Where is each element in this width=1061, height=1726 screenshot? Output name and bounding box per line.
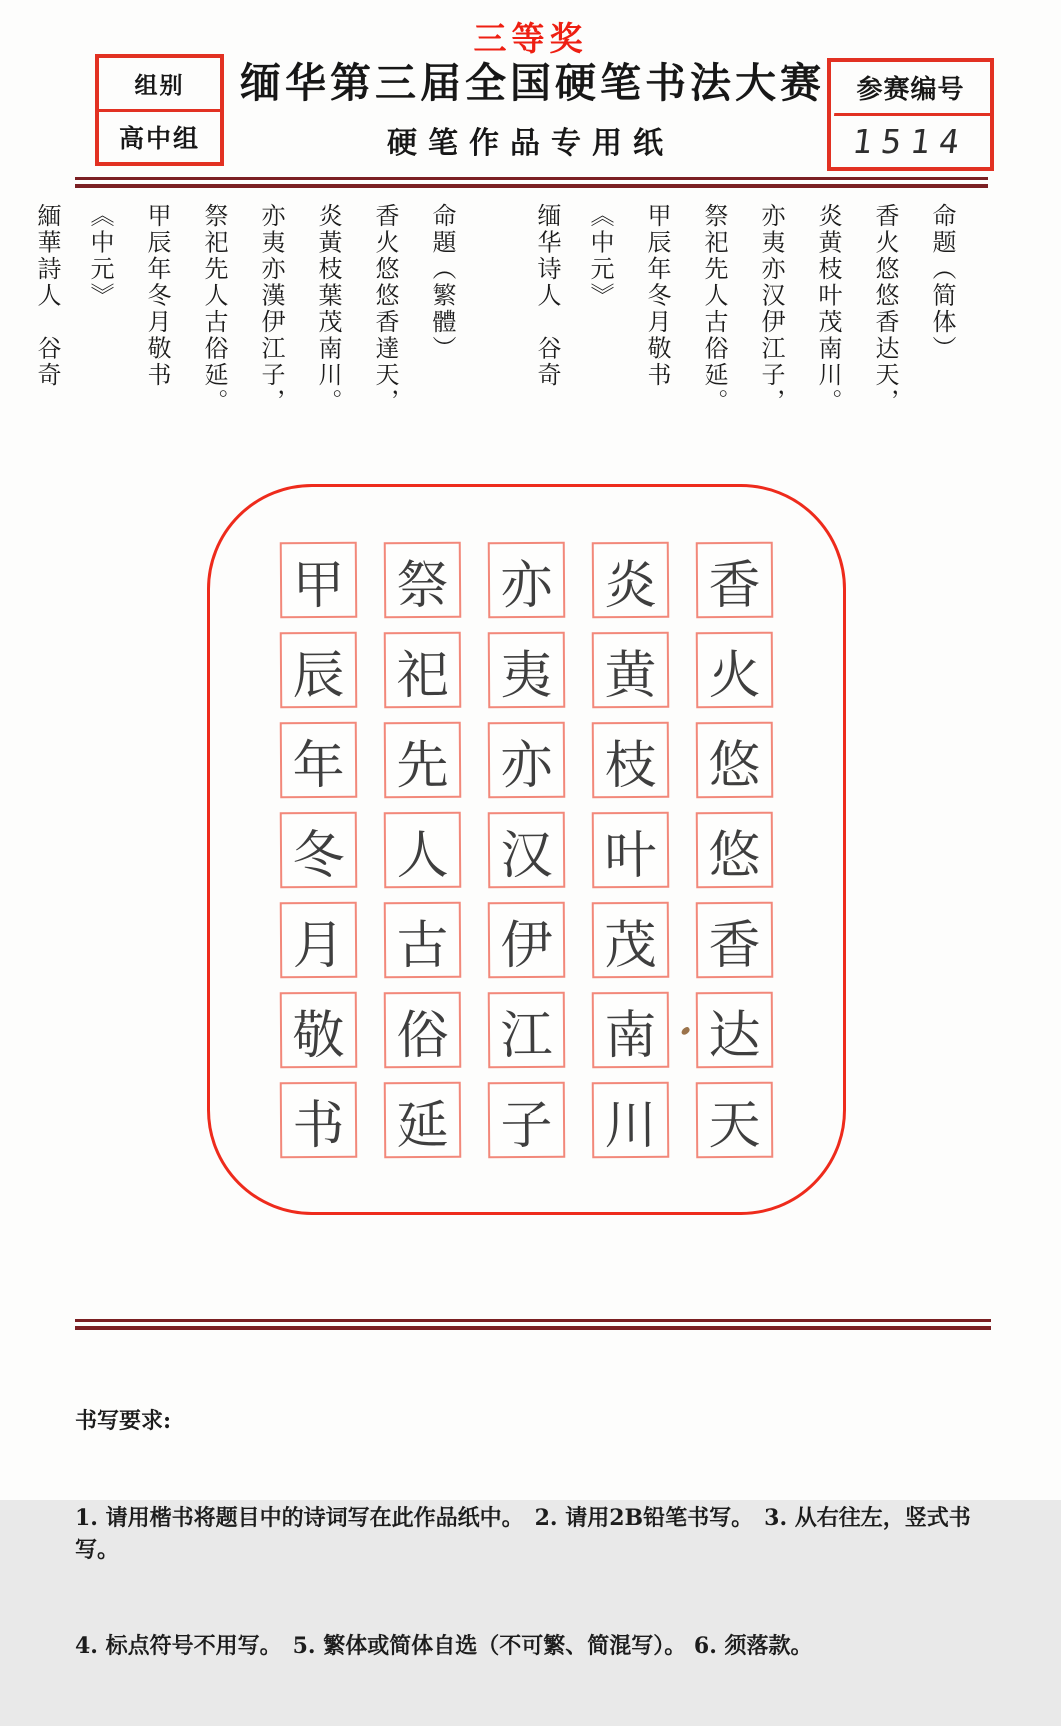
- work-grid-column: [280, 542, 357, 1158]
- handwritten-character-cell: 悠: [696, 812, 774, 889]
- handwritten-character-cell: 火: [696, 632, 774, 709]
- handwritten-character-cell: 枝: [592, 722, 670, 799]
- poem-line-3-traditional: 亦夷亦漢伊江子，: [257, 203, 285, 415]
- handwritten-character-cell: 冬: [280, 812, 358, 889]
- requirements-heading: 书写要求:: [75, 1408, 172, 1434]
- handwritten-character-cell: 伊: [488, 902, 566, 979]
- sheet-subtitle: 硬笔作品专用纸: [387, 126, 674, 161]
- handwritten-character-cell: 俗: [384, 992, 462, 1069]
- handwritten-character-cell: 子: [488, 1082, 566, 1159]
- handwritten-character-cell: 南: [592, 992, 670, 1069]
- handwritten-character-cell: 甲: [280, 542, 358, 619]
- inscription-traditional: [8, 203, 460, 448]
- inscription-simplified: [508, 203, 960, 448]
- work-grid-column: [384, 542, 461, 1158]
- poem-line-3-simplified: 亦夷亦汉伊江子，: [757, 203, 785, 415]
- handwritten-character-cell: 年: [280, 722, 358, 799]
- header-divider: [75, 177, 988, 188]
- handwritten-character-cell: 炎: [592, 542, 670, 619]
- poem-line-2-traditional: 炎黃枝葉茂南川。: [314, 203, 342, 415]
- poem-author-traditional: 緬華詩人 谷奇: [33, 203, 61, 389]
- handwritten-character-cell: 亦: [488, 542, 566, 619]
- requirements-line-1: 1. 请用楷书将题目中的诗词写在此作品纸中。 2. 请用2B铅笔书写。 3. 从右往左，竖式书写。: [75, 1505, 971, 1563]
- poem-line-2-simplified: 炎黄枝叶茂南川。: [814, 203, 842, 415]
- handwritten-character-cell: 夷: [488, 632, 566, 709]
- work-area-frame: [207, 484, 846, 1215]
- entry-number-box: [827, 58, 994, 171]
- divider-line: [75, 184, 988, 188]
- handwritten-character-cell: 辰: [280, 632, 358, 709]
- entry-number-label: 参赛编号: [856, 75, 965, 105]
- work-grid-column: [488, 542, 565, 1158]
- handwritten-character-cell: 祭: [384, 542, 462, 619]
- handwritten-character-cell: 亦: [488, 722, 566, 799]
- competition-title: 缅华第三届全国硬笔书法大赛: [240, 59, 825, 107]
- handwritten-character-cell: 人: [384, 812, 462, 889]
- handwritten-character-cell: 书: [280, 1082, 358, 1159]
- requirements-line-2: 4. 标点符号不用写。 5. 繁体或简体自选（不可繁、简混写）。 6. 须落款。: [75, 1633, 813, 1659]
- handwritten-character-cell: 祀: [384, 632, 462, 709]
- work-grid: [280, 542, 773, 1158]
- poem-line-4-simplified: 祭祀先人古俗延。: [700, 203, 728, 415]
- handwritten-character-cell: 古: [384, 902, 462, 979]
- handwritten-character-cell: 延: [384, 1082, 462, 1159]
- handwritten-character-cell: 香: [696, 902, 774, 979]
- poem-title-simplified: 《中元》: [586, 203, 614, 309]
- group-box: [95, 54, 224, 166]
- footer-divider: [75, 1319, 991, 1330]
- handwritten-character-cell: 先: [384, 722, 462, 799]
- group-value: 高中组: [99, 109, 220, 163]
- poem-author-simplified: 缅华诗人 谷奇: [533, 203, 561, 389]
- handwritten-character-cell: 川: [592, 1082, 670, 1159]
- poem-line-4-traditional: 祭祀先人古俗延。: [200, 203, 228, 415]
- handwritten-character-cell: 茂: [592, 902, 670, 979]
- poem-title-traditional: 《中元》: [86, 203, 114, 309]
- handwritten-character-cell: 达: [696, 992, 774, 1069]
- work-grid-column: [592, 542, 669, 1158]
- poem-signature-simplified: 甲辰年冬月敬书: [643, 203, 671, 389]
- work-grid-column: [696, 542, 773, 1158]
- divider-line: [75, 1326, 991, 1330]
- handwritten-character-cell: 悠: [696, 722, 774, 799]
- divider-line: [75, 177, 988, 180]
- entry-number-value: 1514: [828, 113, 994, 167]
- writing-requirements: [75, 1341, 995, 1726]
- poem-line-1-traditional: 香火悠悠香達天，: [371, 203, 399, 415]
- handwritten-character-cell: 天: [696, 1082, 774, 1159]
- poem-header-traditional: 命題（繁體）: [428, 203, 456, 362]
- handwritten-character-cell: 月: [280, 902, 358, 979]
- poem-line-1-simplified: 香火悠悠香达天，: [871, 203, 899, 415]
- handwritten-character-cell: 香: [696, 542, 774, 619]
- handwritten-character-cell: 江: [488, 992, 566, 1069]
- award-label: 三等奖: [473, 19, 588, 58]
- poem-header-simplified: 命题（简体）: [928, 203, 956, 362]
- poem-signature-traditional: 甲辰年冬月敬书: [143, 203, 171, 389]
- handwritten-character-cell: 敬: [280, 992, 358, 1069]
- group-label: 组别: [134, 71, 185, 99]
- handwritten-character-cell: 叶: [592, 812, 670, 889]
- handwritten-character-cell: 汉: [488, 812, 566, 889]
- divider-line: [75, 1319, 991, 1322]
- handwritten-character-cell: 黄: [592, 632, 670, 709]
